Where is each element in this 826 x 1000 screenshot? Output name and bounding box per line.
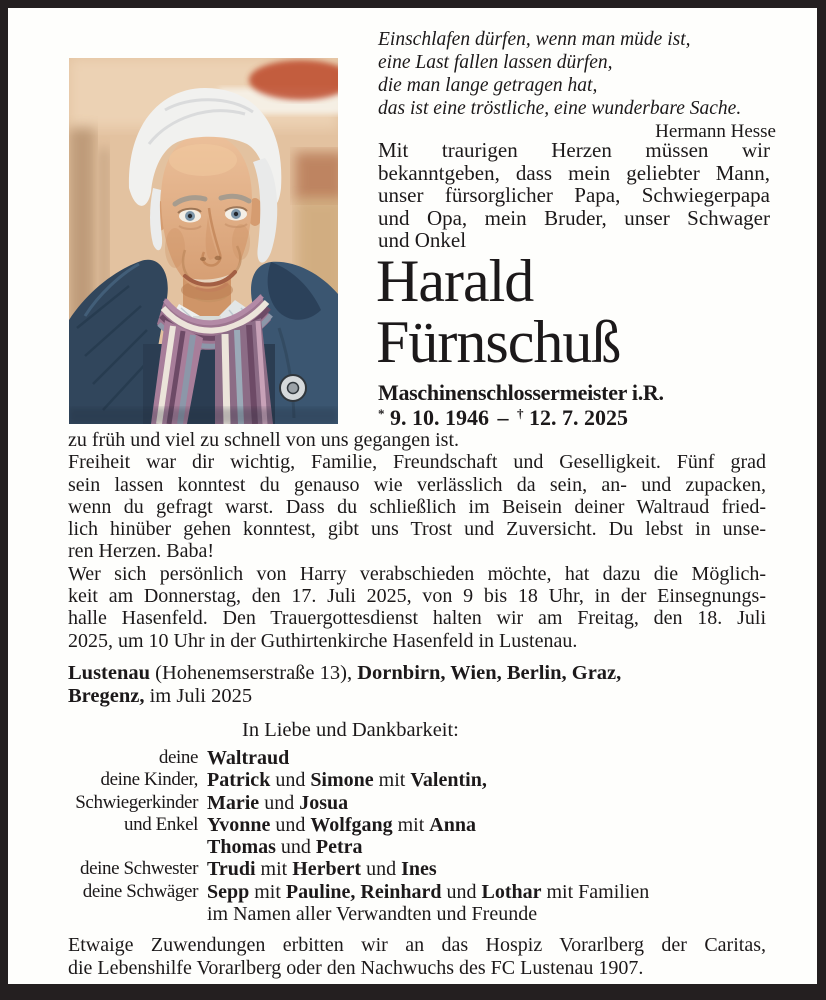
family-role-label: Schwiegerkinder (75, 791, 198, 813)
places-line: Bregenz, im Juli 2025 (68, 685, 253, 708)
family-names: Sepp mit Pauline, Reinhard und Lothar mit Familien (207, 880, 650, 903)
obituary-body-text (68, 429, 766, 652)
family-row (68, 747, 778, 769)
announcement-line: und Opa, mein Bruder, unser Schwager (378, 205, 770, 230)
family-list (68, 747, 778, 925)
quote-line: das ist eine tröstliche, eine wunderbare Sache. (378, 98, 742, 119)
quote-line: die man lange getragen hat, (378, 75, 598, 96)
profession-title: Maschinenschlossermeister i.R. (378, 380, 664, 405)
body-text-line: ren Herzen. Baba! (68, 540, 215, 563)
family-row (68, 858, 778, 880)
donation-note (68, 934, 766, 979)
family-row (68, 792, 778, 814)
family-role-label (68, 903, 198, 925)
deceased-first-name: Harald (376, 248, 534, 314)
birth-star-symbol: * (378, 406, 385, 421)
deceased-name (376, 248, 796, 375)
family-row (68, 836, 778, 858)
family-names: Patrick und Simone mit Valentin, (207, 769, 487, 792)
places-line: Lustenau (Hohenemserstraße 13), Dornbirn, Wien, Berlin, Graz, (68, 662, 622, 684)
body-text-line: lich hinüber gehen konntest, gibt uns Trost und Zuversicht. Du lebst in unse- (68, 518, 766, 541)
memorial-quote (378, 28, 776, 144)
quote-line: eine Last fallen lassen dürfen, (378, 52, 613, 73)
places-and-date (68, 662, 766, 708)
body-text-line: zu früh und viel zu schnell von uns gegangen ist. (68, 429, 460, 451)
family-role-label: deine Schwäger (82, 880, 198, 902)
deceased-last-name: Fürnschuß (376, 309, 621, 375)
donation-line: Etwaige Zuwendungen erbitten wir an das Hospiz Vorarlberg der Caritas, (68, 934, 766, 956)
portrait-photo-illustration (69, 58, 338, 424)
portrait-photo (69, 58, 338, 424)
birth-date: 9. 10. 1946 (390, 405, 489, 430)
quote-line: Einschlafen dürfen, wenn man müde ist, (378, 29, 691, 50)
obituary-sheet (8, 8, 817, 984)
announcement-line: Mit traurigen Herzen müssen wir (378, 138, 770, 162)
family-row (68, 769, 778, 791)
family-names: Waltraud (207, 747, 290, 769)
body-text-line: 2025, um 10 Uhr in der Guthirtenkirche Hasenfeld in Lustenau. (68, 629, 578, 652)
dates-separator: – (497, 405, 509, 430)
donation-line: die Lebenshilfe Vorarlberg oder den Nachwuchs des FC Lustenau 1907. (68, 956, 644, 979)
announcement-line: bekanntgeben, dass mein geliebter Mann, (378, 160, 770, 185)
body-text-line: halle Hasenfeld. Den Trauergottesdienst halten wir am Freitag, den 18. Juli (68, 607, 766, 630)
family-names: Yvonne und Wolfgang mit Anna (207, 813, 476, 836)
announcement-line: unser fürsorglicher Papa, Schwiegerpapa (378, 183, 770, 208)
family-names: Thomas und Petra (207, 836, 363, 859)
death-cross-symbol: † (517, 406, 524, 421)
life-dates (378, 405, 628, 431)
closing-line: In Liebe und Dankbarkeit: (242, 719, 459, 741)
family-row (68, 814, 778, 836)
family-role-label (68, 836, 198, 858)
family-row (68, 903, 778, 925)
body-text-line: sein lassen konntest du genauso wie verlässlich da sein, an- und zupacken, (68, 473, 766, 496)
family-role-label: und Enkel (124, 813, 198, 835)
family-names: im Namen aller Verwandten und Freunde (207, 903, 538, 926)
announcement-line: und Onkel (378, 228, 467, 253)
family-names: Trudi mit Herbert und Ines (207, 858, 437, 881)
announcement-paragraph (378, 139, 770, 252)
body-text-line: Wer sich persönlich von Harry verabschieden möchte, hat dazu die Möglich- (68, 562, 766, 585)
death-date: 12. 7. 2025 (529, 405, 628, 430)
family-role-label: deine Schwester (80, 858, 198, 880)
body-text-line: Freiheit war dir wichtig, Familie, Freundschaft und Geselligkeit. Fünf grad (68, 451, 766, 474)
body-text-line: keit am Donnerstag, den 17. Juli 2025, von 9 bis 18 Uhr, in der Einsegnungs- (68, 585, 766, 608)
family-role-label: deine Kinder, (100, 769, 198, 791)
body-text-line: wenn du gefragt warst. Dass du schließlich im Beisein deiner Waltraud fried- (68, 495, 766, 518)
family-names: Marie und Josua (207, 791, 349, 814)
quote-attribution: Hermann Hesse (655, 121, 776, 142)
family-row (68, 881, 778, 903)
family-role-label: deine (158, 747, 198, 768)
